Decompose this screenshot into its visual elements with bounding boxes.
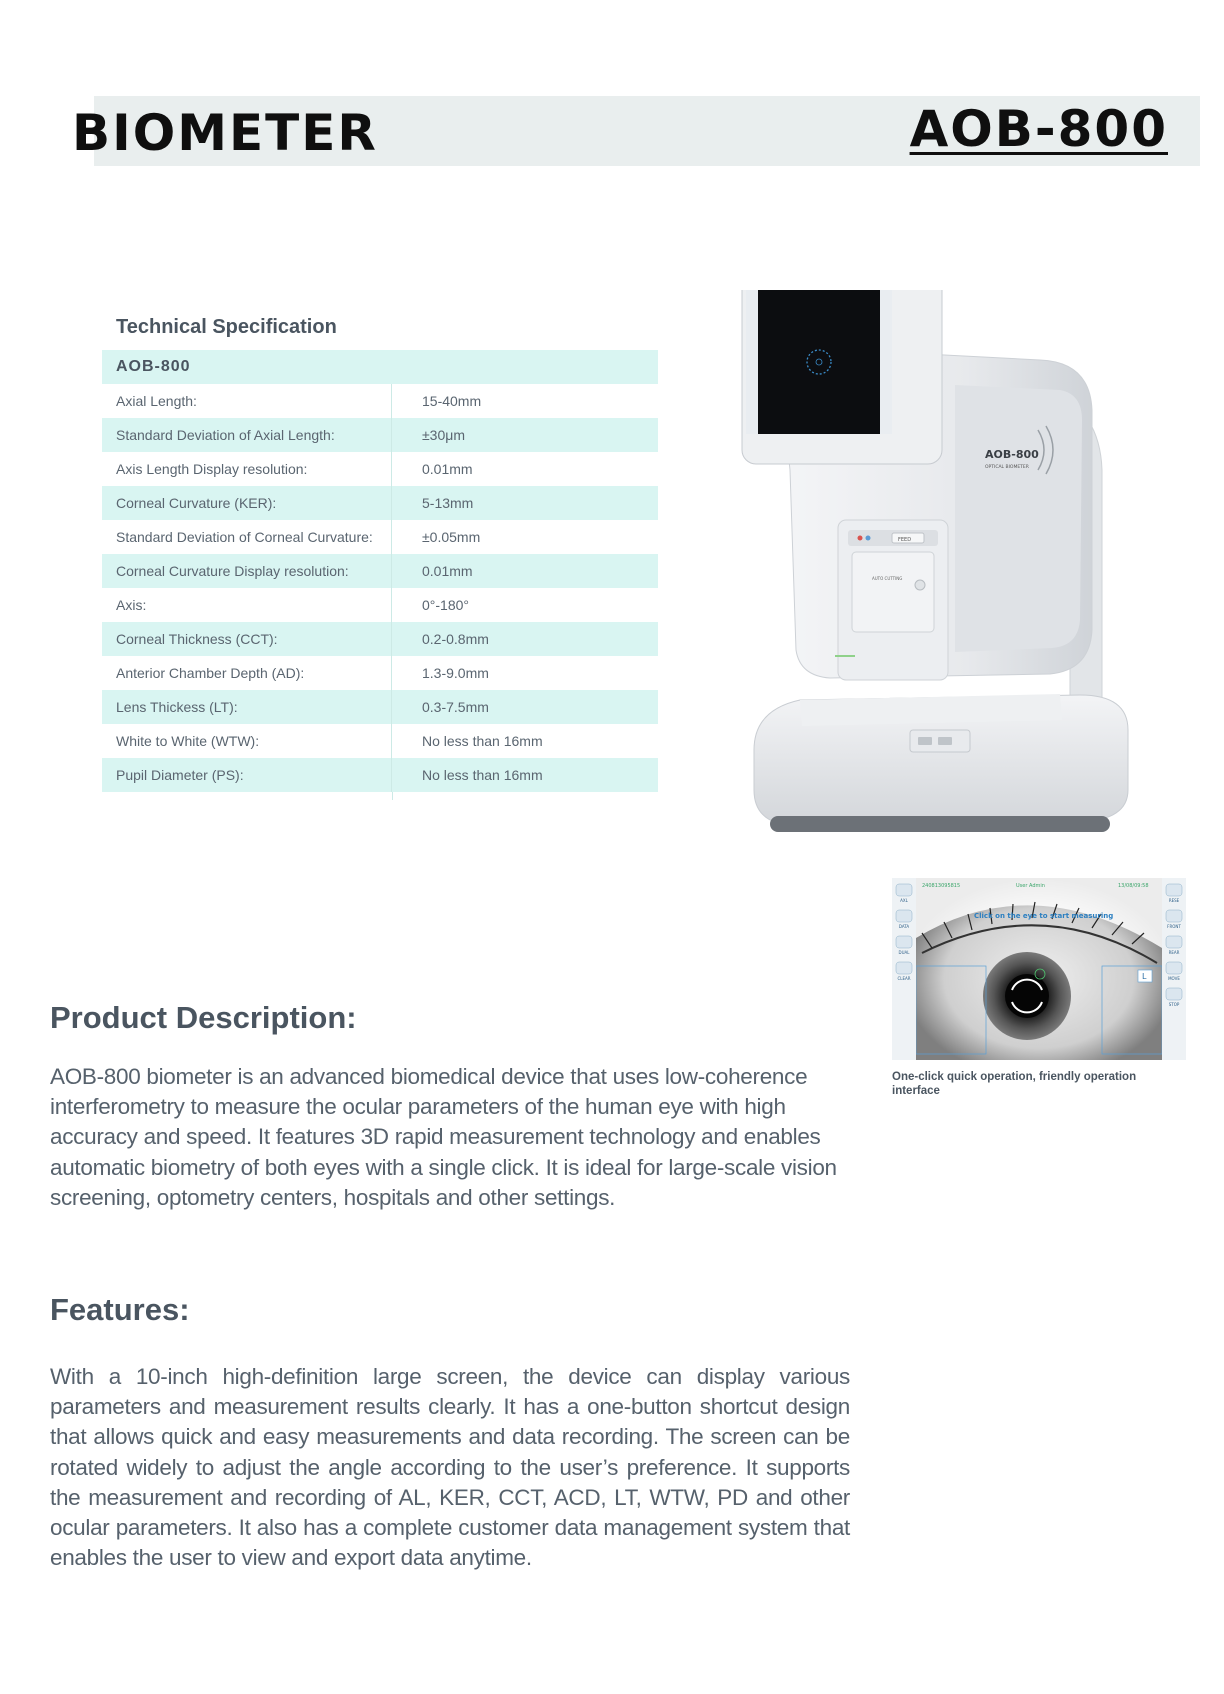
device-brand-label: AOB-800 [985, 448, 1039, 461]
spec-row [102, 690, 658, 724]
spec-row [102, 384, 658, 418]
spec-label: Anterior Chamber Depth (AD): [102, 656, 392, 690]
spec-label: White to White (WTW): [102, 724, 392, 758]
ui-side-button-label: MOVE [1168, 976, 1180, 981]
spec-label: Standard Deviation of Corneal Curvature: [102, 520, 392, 554]
spec-value: 15-40mm [422, 393, 482, 409]
spec-row [102, 588, 658, 622]
spec-value: 1.3-9.0mm [422, 665, 489, 681]
spec-table [102, 350, 658, 792]
spec-label: Axis Length Display resolution: [102, 452, 392, 486]
ui-side-button [896, 910, 912, 922]
spec-value: No less than 16mm [422, 767, 543, 783]
spec-row [102, 758, 658, 792]
spec-value: ±30μm [422, 427, 465, 443]
spec-value: 0.01mm [422, 461, 473, 477]
spec-label: Corneal Curvature (KER): [102, 486, 392, 520]
ui-side-button-label: STOP [1168, 1002, 1180, 1007]
spec-row [102, 622, 658, 656]
device-brand-sub: OPTICAL BIOMETER [985, 465, 1029, 470]
ui-side-button-label: FRONT [1167, 924, 1181, 929]
description-text: AOB-800 biometer is an advanced biomedical device that uses low-coherence interferometry to measure the ocular parameters of the human eye with high accuracy and speed. It features 3D rapid measurement technology and enables automatic biometry of both eyes with a single click. It is ideal for large-scale vision screening, optometry centers, hospitals and other settings. [50, 1064, 837, 1210]
spec-row [102, 418, 658, 452]
ui-screen-caption: One-click quick operation, friendly operation interface [892, 1071, 1137, 1097]
model-title: AOB-800 [909, 100, 1168, 158]
ui-patient-id: 240813095815 [922, 883, 961, 889]
spec-row [102, 656, 658, 690]
spec-model-row [102, 350, 658, 384]
ui-side-button-label: RESE [1168, 898, 1180, 903]
ui-side-button [1166, 910, 1182, 922]
ui-user: User Admin [1016, 883, 1045, 889]
spec-row [102, 554, 658, 588]
ui-side-button [896, 962, 912, 974]
panel-label: AUTO CUTTING [872, 576, 903, 581]
features-title: Features: [50, 1292, 190, 1327]
description-title: Product Description: [50, 1000, 357, 1035]
spec-label: Corneal Curvature Display resolution: [102, 554, 392, 588]
ui-side-button [1166, 936, 1182, 948]
spec-label: Standard Deviation of Axial Length: [102, 418, 392, 452]
spec-value: 5-13mm [422, 495, 474, 511]
ui-prompt: Click on the eye to start measuring [974, 912, 1114, 920]
ui-side-button-label: DUAL [898, 950, 910, 955]
ui-side-button-label: REAR [1168, 950, 1180, 955]
ui-side-button [1166, 962, 1182, 974]
spec-label: Pupil Diameter (PS): [102, 758, 392, 792]
spec-row [102, 520, 658, 554]
ui-side-button-label: CLEAR [897, 976, 911, 981]
ui-side-button [1166, 988, 1182, 1000]
ui-side-button-label: DATA [898, 924, 910, 929]
spec-label: Lens Thickess (LT): [102, 690, 392, 724]
spec-heading: Technical Specification [116, 316, 337, 338]
spec-label: Corneal Thickness (CCT): [102, 622, 392, 656]
ui-screen-illustration [892, 878, 1186, 1060]
ui-datetime: 13/08/09:58 [1118, 883, 1149, 889]
spec-value: ±0.05mm [422, 529, 481, 545]
spec-value: 0.2-0.8mm [422, 631, 489, 647]
spec-label: Axis: [102, 588, 392, 622]
spec-rows [102, 384, 658, 792]
device-illustration [740, 290, 1140, 850]
spec-row [102, 452, 658, 486]
spec-row [102, 486, 658, 520]
feed-label: FEED [898, 537, 912, 543]
ui-side-button [1166, 884, 1182, 896]
spec-divider [392, 792, 393, 800]
spec-row [102, 724, 658, 758]
ui-side-button-label: AXL [900, 898, 908, 903]
spec-model-label: AOB-800 [116, 358, 191, 375]
eye-side-label: L [1142, 972, 1147, 981]
spec-label: Axial Length: [102, 384, 392, 418]
features-text: With a 10-inch high-definition large screen, the device can display various parameters and measurement results clearly. It has a one-button shortcut design that allows quick and easy measurements and data recording. The screen can be rotated widely to adjust the angle according to the user’s preference. It supports the measurement and recording of AL, KER, CCT, ACD, LT, WTW, PD and other ocular parameters. It also has a complete customer data management system that enables the user to view and export data anytime. [50, 1364, 850, 1571]
spec-value: No less than 16mm [422, 733, 543, 749]
page-title: BIOMETER [72, 104, 378, 162]
spec-value: 0.01mm [422, 563, 473, 579]
ui-side-button [896, 884, 912, 896]
spec-value: 0.3-7.5mm [422, 699, 489, 715]
ui-side-button [896, 936, 912, 948]
spec-value: 0°-180° [422, 597, 470, 613]
